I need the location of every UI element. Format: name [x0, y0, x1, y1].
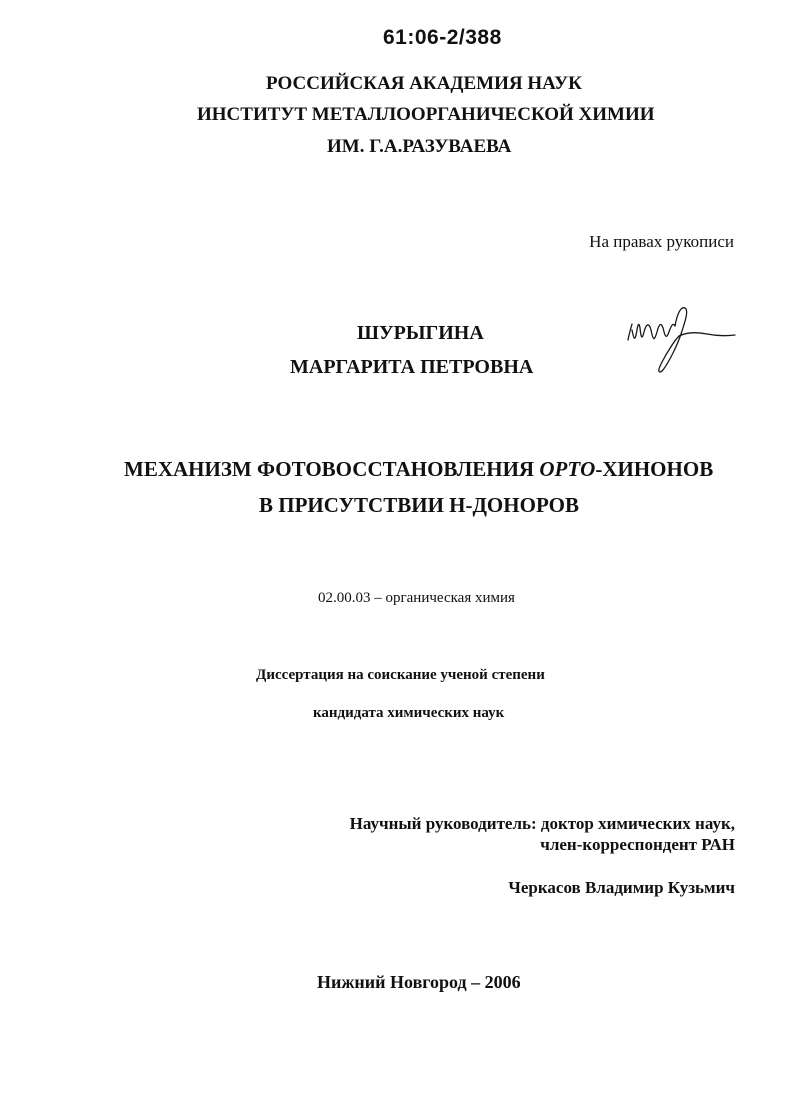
title-italic-orto: ОРТО — [539, 457, 596, 481]
supervisor-name: Черкасов Владимир Кузьмич — [508, 878, 735, 897]
organization-academy: РОССИЙСКАЯ АКАДЕМИЯ НАУК — [266, 73, 582, 94]
dissertation-title-line2: В ПРИСУТСТВИИ Н-ДОНОРОВ — [259, 493, 579, 517]
author-signature — [623, 300, 738, 375]
dissertation-title-line1 — [124, 457, 713, 482]
supervisor-title-line1: Научный руководитель: доктор химических наук, — [349, 814, 735, 833]
manuscript-rights-note: На правах рукописи — [589, 232, 734, 251]
archive-code: 61:06-2/388 — [383, 26, 502, 49]
degree-statement-line1: Диссертация на соискание ученой степени — [256, 667, 545, 683]
specialty-code: 02.00.03 – органическая химия — [318, 590, 515, 606]
organization-institute: ИНСТИТУТ МЕТАЛЛООРГАНИЧЕСКОЙ ХИМИИ — [197, 104, 655, 125]
title-part-after: -ХИНОНОВ — [595, 457, 714, 481]
degree-statement-line2: кандидата химических наук — [313, 705, 505, 721]
author-given-names: МАРГАРИТА ПЕТРОВНА — [290, 356, 534, 378]
author-surname: ШУРЫГИНА — [357, 322, 484, 344]
title-part-before: МЕХАНИЗМ ФОТОВОССТАНОВЛЕНИЯ — [124, 457, 540, 481]
city-year: Нижний Новгород – 2006 — [317, 972, 521, 992]
organization-named-after: ИМ. Г.А.РАЗУВАЕВА — [327, 136, 512, 157]
supervisor-title-line2: член-корреспондент РАН — [540, 835, 735, 854]
